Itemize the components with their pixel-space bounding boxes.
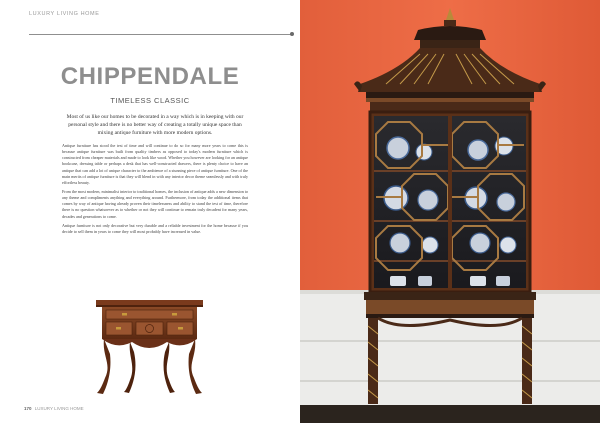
article-subtitle: TIMELESS CLASSIC [110,96,190,105]
lowboy-table-illustration [92,294,207,400]
article-title: CHIPPENDALE [60,63,240,90]
body-paragraph: Antique furniture has stood the test of time and will continue to do so for many more years to come this is because antique furniture was built from quality timbers as opposed to today's modern furniture which is constructed from cheaper materials and made to look like wood. Whether you however are looking for an antique bookcase, dressing table or perhaps a desk that has well-constructed drawers, there is plenty choice to have an antique that can add a lot of unique character to the ambience of a stunning piece of antique furniture. One of the main merits of antique furniture is that they will blend in with any interior decor theme seamlessly and with truly effortless beauty. [62,143,248,185]
section-label: LUXURY LIVING HOME [29,11,100,17]
section-rule [29,34,292,35]
article-body [62,143,248,238]
chippendale-cabinet-photo [300,0,600,423]
body-paragraph: From the most modern, minimalist interior to traditional homes, the inclusion of antique adds a new dimension to any theme and compliments anything and everything around. Furthermore, from today the additional items that comes by way of antique having already proven their timelessness and ability to stand the test of time, therefore there is no question whatsoever as to whether or not they will continue to remain truly decadent for many years, decades and generations to come. [62,188,248,219]
publication-name: LUXURY LIVING HOME [34,406,84,411]
article-intro: Most of us like our homes to be decorated in a way which is in keeping with our personal style and there is no better way of creating a totally unique space than mixing antique furniture with more modern options. [66,114,244,136]
body-paragraph: Antique furniture is not only decorative but very durable and a reliable investment for the home because if you decide to sell them in years to come they will most probably have increased in value. [62,222,248,234]
section-rule-dot [290,32,294,36]
page-folio [24,406,84,411]
page-number: 170 [24,406,32,411]
